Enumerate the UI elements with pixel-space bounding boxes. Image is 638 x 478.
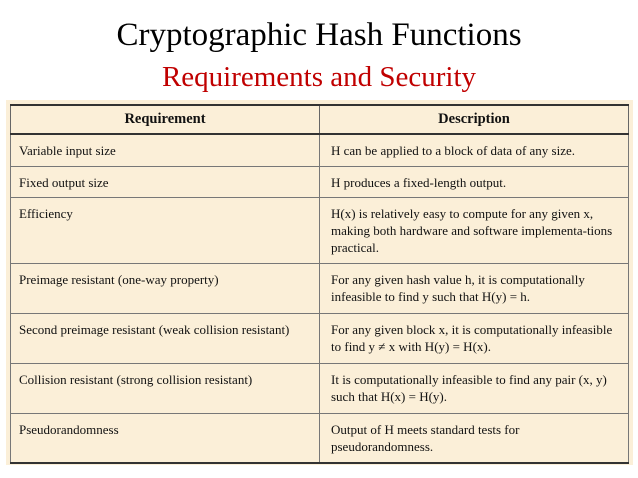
requirement-cell: Collision resistant (strong collision resistant) xyxy=(11,363,320,413)
description-cell: H can be applied to a block of data of any size. xyxy=(320,134,629,166)
table-row xyxy=(11,134,629,166)
header-requirement: Requirement xyxy=(11,105,320,134)
requirement-cell: Efficiency xyxy=(11,197,320,263)
table-row xyxy=(11,313,629,363)
header-description: Description xyxy=(320,105,629,134)
requirement-cell: Variable input size xyxy=(11,134,320,166)
description-cell: For any given hash value h, it is computationally infeasible to find y such that H(y) = h. xyxy=(320,263,629,313)
description-cell: It is computationally infeasible to find any pair (x, y) such that H(x) = H(y). xyxy=(320,363,629,413)
slide-title: Cryptographic Hash Functions xyxy=(116,17,522,53)
requirement-cell: Second preimage resistant (weak collision resistant) xyxy=(11,313,320,363)
requirement-cell: Preimage resistant (one-way property) xyxy=(11,263,320,313)
requirements-table xyxy=(10,104,629,464)
table-row xyxy=(11,363,629,413)
table-header-row xyxy=(11,105,629,134)
description-cell: H(x) is relatively easy to compute for any given x, making both hardware and software implementa-tions practical. xyxy=(320,197,629,263)
description-cell: H produces a fixed-length output. xyxy=(320,166,629,197)
requirement-cell: Fixed output size xyxy=(11,166,320,197)
requirement-cell: Pseudorandomness xyxy=(11,413,320,463)
table-row xyxy=(11,263,629,313)
description-cell: Output of H meets standard tests for pseudorandomness. xyxy=(320,413,629,463)
table-row xyxy=(11,166,629,197)
slide-subtitle: Requirements and Security xyxy=(161,61,477,93)
table-row xyxy=(11,413,629,463)
description-cell: For any given block x, it is computationally infeasible to find y ≠ x with H(y) = H(x). xyxy=(320,313,629,363)
table-panel xyxy=(6,100,633,465)
table-row xyxy=(11,197,629,263)
